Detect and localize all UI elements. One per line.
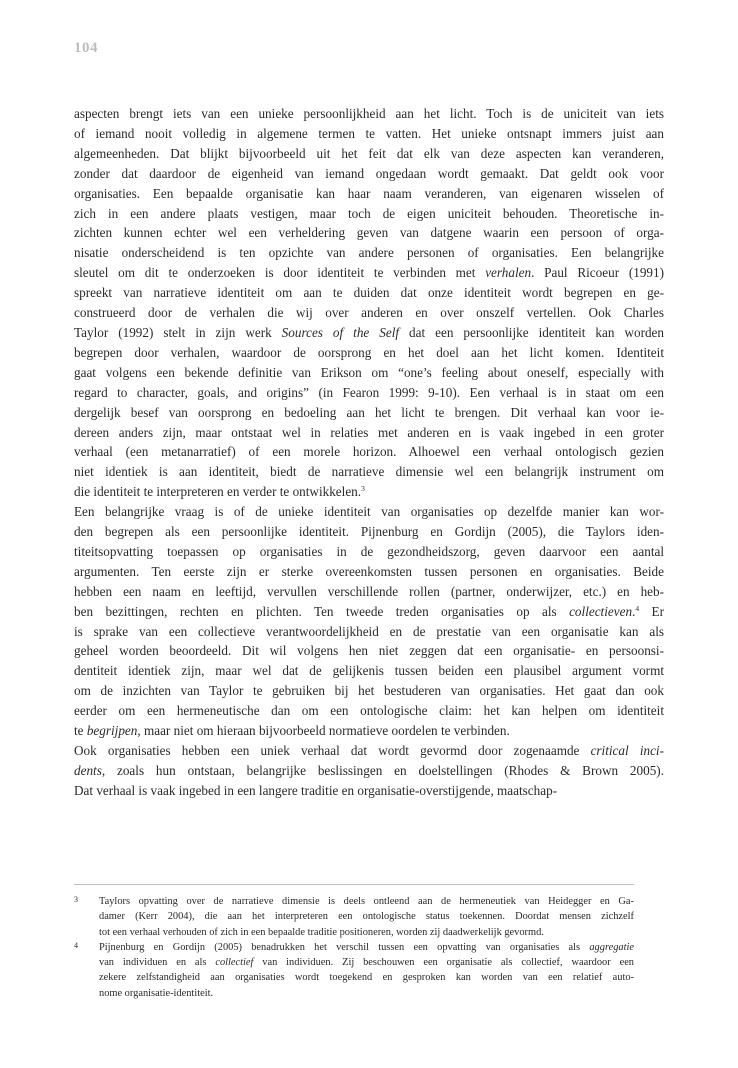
text-run: . xyxy=(632,603,636,619)
text-run: te xyxy=(74,723,87,739)
text-run: zich in een andere plaats vestigen, maar toch de eigen uniciteit behouden. Theoretische in- xyxy=(74,205,664,221)
text-run: die identiteit te interpreteren en verder te ontwikkelen. xyxy=(74,484,362,500)
body-line xyxy=(74,622,664,642)
body-line xyxy=(74,522,664,542)
footnotes xyxy=(74,894,634,1001)
text-run: hebben een naam en leeftijd, vervullen verschillende rollen (partner, onderwijzer, etc.) en heb- xyxy=(74,583,664,599)
text-run: Pijnenburg en Gordijn (2005) benadrukken het verschil tussen een opvatting van organisaties als xyxy=(99,941,590,953)
body-line xyxy=(74,403,664,423)
footnote-line xyxy=(99,925,634,940)
footnote-number: 4 xyxy=(74,940,78,950)
body-line xyxy=(74,442,664,462)
text-run: Er xyxy=(639,603,664,619)
text-run: zoals hun ontstaan, belangrijke beslissingen en doelstellingen (Rhodes & Brown 2005). xyxy=(105,762,664,778)
text-run: , maar niet om hieraan bijvoorbeeld normatieve oordelen te verbinden. xyxy=(137,723,510,739)
text-run: begrepen door verhalen, waardoor de oorsprong en het doel aan het licht komen. Identiteit xyxy=(74,344,664,360)
body-line xyxy=(74,283,664,303)
body-line xyxy=(74,602,664,622)
emphasis: verhalen xyxy=(485,265,532,281)
text-run: ben bezittingen, rechten en plichten. Ten tweede treden organisaties op als xyxy=(74,603,570,619)
text-run: den begrepen als een persoonlijke identiteit. Pijnenburg en Gordijn (2005), die Taylors iden- xyxy=(74,524,664,540)
footnote-line xyxy=(99,894,634,909)
body-line xyxy=(74,423,664,443)
body-line xyxy=(74,721,664,741)
body-line xyxy=(74,184,664,204)
text-run: Een belangrijke vraag is of de unieke identiteit van organisaties op dezelfde manier kan wor- xyxy=(74,504,664,520)
text-run: zonder dat daardoor de eigenheid van iemand ongedaan wordt gemaakt. Dat geldt ook voor xyxy=(74,165,664,181)
text-run: organisaties. Een bepaalde organisatie kan haar naam veranderen, van eigenaren wisselen of xyxy=(74,185,664,201)
body-line xyxy=(74,761,664,781)
text-run: Dat verhaal is vaak ingebed in een langere traditie en organisatie-overstijgende, maatschap- xyxy=(74,782,558,798)
text-run: nome organisatie-identiteit. xyxy=(99,987,214,999)
text-run: dergelijk besef van oorsprong en bedoeling aan het licht te brengen. Dit verhaal kan voor ie- xyxy=(74,404,664,420)
emphasis: Sources of the Self xyxy=(281,324,400,340)
text-run: algemeenheden. Dat blijkt bijvoorbeeld uit het feit dat elk van deze aspecten kan veranderen, xyxy=(74,145,664,161)
text-run: Taylor (1992) stelt in zijn werk xyxy=(74,324,282,340)
footnote-ref: 3 xyxy=(361,484,365,494)
body-line xyxy=(74,542,664,562)
text-run: sleutel om dit te onderzoeken is door identiteit te verbinden met xyxy=(74,265,486,281)
body-line xyxy=(74,562,664,582)
footnote-line xyxy=(99,970,634,985)
text-run: van individuen. Zij beschouwen een organisatie als collectief, waardoor een xyxy=(253,957,635,969)
text-run: argumenten. Ten eerste zijn er sterke overeenkomsten tussen personen en organisaties. Beide xyxy=(74,563,664,579)
page-number: 104 xyxy=(74,40,98,56)
body-line xyxy=(74,144,664,164)
body-line xyxy=(74,323,664,343)
text-run: dat een persoonlijke identiteit kan worden xyxy=(399,324,665,340)
text-run: eerder om een hermeneutische dan om een ontologische claim: het kan helpen om identiteit xyxy=(74,703,664,719)
body-line xyxy=(74,343,664,363)
body-line xyxy=(74,204,664,224)
body-line xyxy=(74,701,664,721)
text-run: dentiteit identiek zijn, maar wel dat de gelijkenis tussen beiden een plausibel argument vormt xyxy=(74,663,664,679)
text-run: zekere zelfstandigheid aan organisaties wordt toegekend en gesproken kan worden van een relatief auto- xyxy=(99,972,634,984)
body-line xyxy=(74,104,664,124)
body-line xyxy=(74,681,664,701)
text-run: zichten kunnen echter wel een verheldering geven van datgene waarin een persoon of orga- xyxy=(74,225,664,241)
text-run: om de inzichten van Taylor te gebruiken bij het bestuderen van organisaties. Het gaat dan ook xyxy=(74,683,664,699)
footnote-line xyxy=(99,940,634,955)
text-run: dereen anders zijn, maar ontstaat wel in relaties met anderen en is vaak ingebed in een groter xyxy=(74,424,664,440)
text-run: Taylors opvatting over de narratieve dimensie is deels ontleend aan de hermeneutiek van Heidegger en Ga- xyxy=(99,896,634,907)
text-run: construeerd door de verhalen die wij over anderen en over onszelf vertellen. Ook Charles xyxy=(74,305,664,321)
body-line xyxy=(74,383,664,403)
body-line xyxy=(74,303,664,323)
body-line xyxy=(74,124,664,144)
body-line xyxy=(74,781,664,801)
text-run: nisatie onderscheidend is ten opzichte van andere personen of organisaties. Een belangrijke xyxy=(74,245,664,261)
text-run: verhaal (een metanarratief) of een morele horizon. Alhoewel een verhaal ontologisch gezien xyxy=(74,444,664,460)
text-run: Ook organisaties hebben een uniek verhaal dat wordt gevormd door zogenaamde xyxy=(74,743,591,758)
text-run: damer (Kerr 2004), die aan het interpreteren een ontologische status toekennen. Doordat mensen zichzelf xyxy=(99,911,634,923)
text-run: regard to character, goals, and origins” (in Fearon 1999: 9-10). Een verhaal is in staat om een xyxy=(74,384,664,400)
footnote xyxy=(74,894,634,940)
footnote-line xyxy=(99,986,634,1001)
emphasis: collectieven xyxy=(569,603,633,619)
text-run: is sprake van een collectieve verantwoordelijkheid en de prestatie van een organisatie kan als xyxy=(74,623,664,639)
body-line xyxy=(74,164,664,184)
body-line xyxy=(74,462,664,482)
text-run: titeitsopvatting toepassen op organisaties in de gezondheidszorg, geven daarvoor een aantal xyxy=(74,543,664,559)
body-line xyxy=(74,243,664,263)
text-run: gaat volgens een bekende definitie van Erikson om “one’s feeling about oneself, especially with xyxy=(74,364,664,380)
text-run: aspecten brengt iets van een unieke persoonlijkheid aan het licht. Toch is de uniciteit van iets xyxy=(74,106,664,121)
body-line xyxy=(74,582,664,602)
footnote-divider xyxy=(74,884,634,885)
emphasis: dents, xyxy=(74,762,106,778)
body-line xyxy=(74,741,664,761)
emphasis: begrijpen xyxy=(86,723,138,739)
footnote xyxy=(74,940,634,1001)
emphasis: collectief xyxy=(215,957,254,969)
text-run: geheel worden beoordeeld. Dit wil volgens hen niet zeggen dat een organisatie- en persoonsi- xyxy=(74,643,664,659)
footnote-ref: 4 xyxy=(635,603,640,613)
body-line xyxy=(74,263,664,283)
emphasis: aggregatie xyxy=(589,941,634,953)
body-line xyxy=(74,502,664,522)
text-run: tot een verhaal verhouden of zich in een bepaalde traditie positioneren, worden zij daadwerkelijk gevormd. xyxy=(99,926,544,938)
body-text xyxy=(74,104,664,801)
body-line xyxy=(74,661,664,681)
body-line xyxy=(74,363,664,383)
body-line xyxy=(74,641,664,661)
text-run: spreekt van narratieve identiteit om aan te duiden dat onze identiteit wordt begrepen en ge- xyxy=(74,285,664,301)
text-run: of iemand nooit volledig in algemene termen te vatten. Het unieke ontsnapt immers juist aan xyxy=(74,125,664,141)
footnote-line xyxy=(99,909,634,924)
text-run: van individuen en als xyxy=(99,957,216,969)
text-run: . Paul Ricoeur (1991) xyxy=(531,265,665,281)
body-line xyxy=(74,482,664,502)
body-line xyxy=(74,223,664,243)
footnote-line xyxy=(99,955,634,970)
emphasis: critical inci- xyxy=(590,743,664,758)
text-run: niet identiek is aan identiteit, biedt de narratieve dimensie wel een belangrijk instrument om xyxy=(74,464,664,480)
footnote-number: 3 xyxy=(74,895,78,904)
